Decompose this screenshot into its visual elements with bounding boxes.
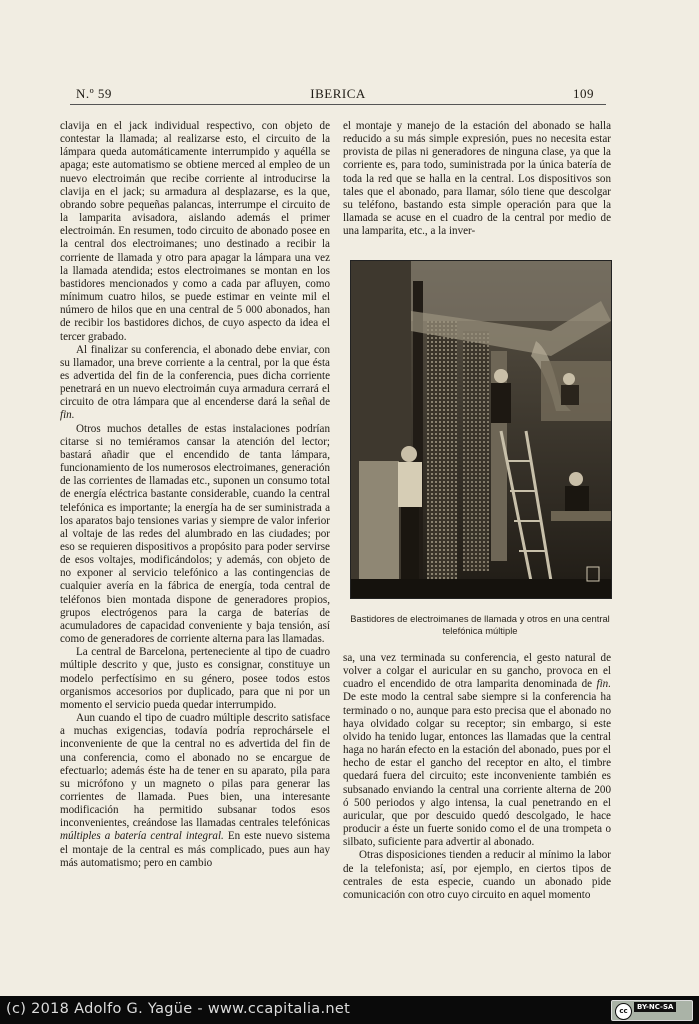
- paragraph: La central de Barcelona, perteneciente al tipo de cuadro múltiple descrito y que, justo es consignar, constituye un modelo perfectísimo en su género, posee todos estos organismos accesorios por duplicado, para que ni por un momento el servicio pueda quedar interrumpido.: [60, 646, 330, 711]
- copyright-footer: [0, 996, 699, 1024]
- page-header: [70, 86, 606, 105]
- paragraph: el montaje y manejo de la estación del abonado se halla reducido a su más simple expresión, pues no necesita estar provista de pilas ni generadores de ninguna clase, ya que la corriente es, para todo, suministrada por la única batería de toda la red que se halla en la central. Los dispositivos son tales que el abonado, para llamar, sólo tiene que descolgar su teléfono, bastando esta simple operación para que la llamada se acuse en el cuadro de la central por medio de una lamparita, etc., a la inver-: [343, 120, 611, 238]
- paragraph: Al finalizar su conferencia, el abonado debe enviar, con su llamador, una breve corriente a la central, por la que ésta es advertida del fin de la conferencia, pues dicha corriente penetrará en un nuevo electroimán cuya armadura cerrará el circuito de otra lámpara que al encenderse dará la señal de fin.: [60, 343, 330, 422]
- paragraph: Aun cuando el tipo de cuadro múltiple descrito satisface a muchas exigencias, todavía podría reprochársele el inconveniente de que la central no es advertida del fin de una conferencia, como el abonado no se encargue de efectuarlo; además éste ha de tener en su aparato, pila para su micrófono y un magneto o pilas para generar las corrientes de llamada. Pues bien, una interesante modificación ha permitido subsanar todos esos inconvenientes, creándose las llamadas centrales telefónicas múltiples a batería central integral. En este nuevo sistema el montaje de la central es más complicado, pues aun hay más automatismo; pero en cambio: [60, 712, 330, 869]
- switchboard-photo-drawing: [351, 261, 611, 598]
- magazine-title: IBERICA: [310, 86, 366, 101]
- right-column-bottom: [343, 652, 611, 902]
- issue-number: N.º 59: [76, 86, 112, 101]
- left-column: [60, 120, 330, 870]
- paragraph: Otros muchos detalles de estas instalaciones podrían citarse si no temiéramos cansar la atención del lector; bastará añadir que el encendido de tanta lámpara, funcionamiento de los numerosos electroimanes, generación de las corrientes de llamadas etc., suponen un consumo total de energía eléctrica bastante considerable, cuando la central telefónica es importante; la energía ha de ser suministrada a los aparatos bajo tensiones varias y siempre de valor inferior al voltaje de las redes del alumbrado en las ciudades; por eso se requieren dispositivos a propósito para poder servirse de esos voltajes, modificándolos; y además, con objeto de no exponer al servicio telefónico a las contingencias de cualquier avería en la fábrica de energía, toda central de teléfonos bien montada dispone de generadores propios, grupos electrógenos para la carga de baterías de acumuladores de capacidad conveniente y baja tensión, así como de generadores de corriente alterna para las llamadas.: [60, 422, 330, 646]
- right-column-top: [343, 120, 611, 238]
- switchboard-photo: [350, 260, 612, 599]
- paragraph: clavija en el jack individual respectivo, con objeto de contestar la llamada; al realizarse esto, el circuito de la lámpara queda automáticamente interrumpido y aquélla se apaga; este automatismo se obtiene merced al empleo de un nuevo electroimán que recibe corriente al introducirse la clavija en el jack; su armadura al desplazarse, es la que, obrando sobre pequeñas palancas, interrumpe el circuito de la lamparita avisadora, aislando además el primer electroimán. En resumen, todo circuito de abonado posee en la central dos electroimanes; uno destinado a recibir la corriente de llamada y otro para apagar la lámpara una vez la llamada atendida; estos electroimanes se montan en los bastidores mencionados y como a cada par afluyen, como mínimum cuatro hilos, se puede estimar en veinte mil el número de hilos que en una central de 5 000 abonados, han de recibir los bastidores dichos, de cuyo aspecto da idea el tercer grabado.: [60, 120, 330, 343]
- cc-license-badge[interactable]: [611, 1000, 693, 1021]
- copyright-text: (c) 2018 Adolfo G. Yagüe - www.ccapitalia.net: [6, 1001, 351, 1017]
- cc-icon: cc: [615, 1003, 632, 1020]
- license-label: BY-NC-SA: [634, 1002, 676, 1012]
- paragraph: Otras disposiciones tienden a reducir al mínimo la labor de la telefonista; así, por ejemplo, en ciertos tipos de centrales de esta especie, cuando un abonado pide comunicación con otro cuyo circuito en aquel momento: [343, 849, 611, 901]
- page-number: 109: [573, 86, 594, 101]
- photo-caption: Bastidores de electroimanes de llamada y otros en una central telefónica múltiple: [350, 613, 610, 636]
- paragraph: sa, una vez terminada su conferencia, el gesto natural de volver a colgar el auricular en su gancho, provoca en el cuadro el encendido de otra lamparita denominada de fin. De este modo la central sabe siempre si la conferencia ha terminado o no, aunque para esto precisa que el abonado no haya olvidado colgar su receptor; sin embargo, si este olvido ha tenido lugar, entonces las llamadas que la central haga no harán efecto en la estación del abonado, pues por el hecho de estar el gancho del receptor en alto, el timbre quedará fuera del circuito; este inconveniente también es subsanado enviando la central una corriente alterna de 200 ó 500 periodos y algo intensa, la cual penetrando en el auricular, que por descuido quedó descolgado, le hace producir a éste un fuerte sonido como el de una trompeta o silbato, suficiente para advertir al abonado.: [343, 652, 611, 849]
